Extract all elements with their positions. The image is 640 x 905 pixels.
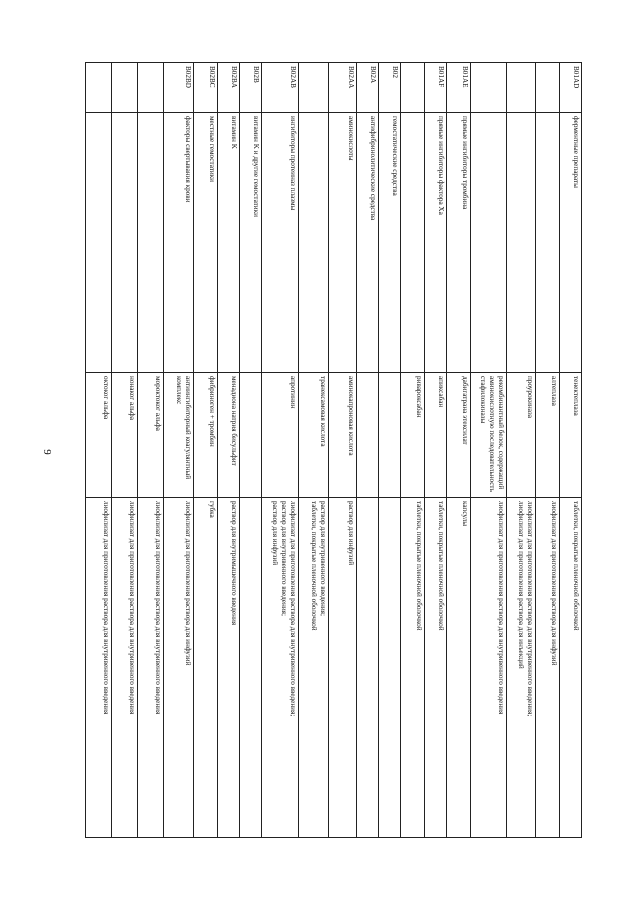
group-name-cell xyxy=(299,113,329,373)
group-name-cell: местные гемостатики xyxy=(194,113,218,373)
atc-code-cell xyxy=(86,63,112,113)
drug-name-cell: рекомбинантный белок, содержащий аминокислотную последовательность стафилокиназы xyxy=(471,373,507,498)
dosage-form-line: таблетки, покрытые пленочной оболочкой xyxy=(310,501,318,631)
group-name-cell xyxy=(507,113,536,373)
dosage-form-line: таблетки, покрытые пленочной оболочкой xyxy=(572,501,580,631)
table-row xyxy=(262,63,299,838)
atc-code-cell: B01AD xyxy=(560,63,582,113)
table-row xyxy=(507,63,536,838)
dosage-form-line: капсулы xyxy=(461,501,469,527)
dosage-form-line: лиофилизат для приготовления раствора для внутривенного введения; xyxy=(289,501,297,717)
table-row xyxy=(138,63,164,838)
table-row xyxy=(379,63,401,838)
atc-code-cell: B02BD xyxy=(164,63,194,113)
group-name-cell xyxy=(401,113,425,373)
drug-table xyxy=(85,62,582,838)
drug-name-cell xyxy=(379,373,401,498)
drug-name-cell: дабигатрана этексилат xyxy=(447,373,471,498)
dosage-forms-cell xyxy=(262,498,299,838)
dosage-forms-cell xyxy=(194,498,218,838)
table-row xyxy=(329,63,357,838)
drug-name-cell: транексамовая кислота xyxy=(299,373,329,498)
table-row xyxy=(471,63,507,838)
group-name-cell: антифибринолитические средства xyxy=(357,113,379,373)
atc-code-cell: B02 xyxy=(379,63,401,113)
group-name-cell: прямые ингибиторы тромбина xyxy=(447,113,471,373)
dosage-forms-cell xyxy=(86,498,112,838)
dosage-forms-cell xyxy=(329,498,357,838)
group-name-cell xyxy=(536,113,560,373)
table-row xyxy=(164,63,194,838)
atc-code-cell xyxy=(112,63,138,113)
group-name-cell xyxy=(86,113,112,373)
dosage-forms-cell xyxy=(379,498,401,838)
drug-name-cell: тенектеплаза xyxy=(560,373,582,498)
drug-name-cell: нонаког альфа xyxy=(112,373,138,498)
dosage-form-line: лиофилизат для приготовления раствора для внутривенного введения xyxy=(128,501,136,715)
dosage-form-line: раствор для внутримышечного введения xyxy=(230,501,238,626)
drug-name-cell: проурокиназа xyxy=(507,373,536,498)
dosage-forms-cell xyxy=(471,498,507,838)
page-number: 9 xyxy=(40,449,53,455)
table-row xyxy=(194,63,218,838)
drug-name-cell: антиингибиторный коагулянтный комплекс xyxy=(164,373,194,498)
dosage-forms-cell xyxy=(164,498,194,838)
dosage-form-line: губка xyxy=(208,501,216,518)
atc-code-cell: B01AF xyxy=(425,63,447,113)
atc-code-cell xyxy=(507,63,536,113)
group-name-cell: ферментные препараты xyxy=(560,113,582,373)
dosage-forms-cell xyxy=(401,498,425,838)
dosage-form-line: таблетки, покрытые пленочной оболочкой xyxy=(437,501,445,631)
dosage-form-line: лиофилизат для приготовления раствора для инъекций xyxy=(517,501,525,669)
table-row xyxy=(425,63,447,838)
drug-name-cell xyxy=(357,373,379,498)
atc-code-cell xyxy=(299,63,329,113)
dosage-form-line: лиофилизат для приготовления раствора для внутривенного введения; xyxy=(526,501,534,717)
dosage-forms-cell xyxy=(240,498,262,838)
atc-code-cell: B01AE xyxy=(447,63,471,113)
dosage-form-line: лиофилизат для приготовления раствора для внутривенного введения xyxy=(102,501,110,715)
drug-name-cell: мороктоког альфа xyxy=(138,373,164,498)
table-row xyxy=(86,63,112,838)
dosage-form-line: раствор для инфузий xyxy=(271,501,279,566)
dosage-forms-cell xyxy=(560,498,582,838)
table-row xyxy=(240,63,262,838)
atc-code-cell: B02AB xyxy=(262,63,299,113)
table-row xyxy=(447,63,471,838)
group-name-cell xyxy=(112,113,138,373)
atc-code-cell: B02BC xyxy=(194,63,218,113)
group-name-cell: прямые ингибиторы фактора Xa xyxy=(425,113,447,373)
dosage-forms-cell xyxy=(112,498,138,838)
dosage-form-line: лиофилизат для приготовления раствора для внутривенного введения xyxy=(497,501,505,715)
dosage-form-line: лиофилизат для приготовления раствора для инфузий xyxy=(184,501,192,666)
dosage-forms-cell xyxy=(138,498,164,838)
drug-name-cell: аминокапроновая кислота xyxy=(329,373,357,498)
group-name-cell: витамин K xyxy=(218,113,240,373)
drug-name-cell: ривароксабан xyxy=(401,373,425,498)
atc-code-cell: B02BA xyxy=(218,63,240,113)
dosage-form-line: лиофилизат для приготовления раствора для инфузий xyxy=(550,501,558,666)
drug-name-cell: апиксабан xyxy=(425,373,447,498)
drug-name-cell: алтеплаза xyxy=(536,373,560,498)
group-name-cell: аминокислоты xyxy=(329,113,357,373)
atc-code-cell xyxy=(138,63,164,113)
atc-code-cell: B02B xyxy=(240,63,262,113)
table-row xyxy=(299,63,329,838)
drug-name-cell xyxy=(240,373,262,498)
dosage-forms-cell xyxy=(299,498,329,838)
atc-code-cell xyxy=(471,63,507,113)
group-name-cell xyxy=(138,113,164,373)
drug-name-cell: апротинин xyxy=(262,373,299,498)
dosage-form-line: лиофилизат для приготовления раствора для внутривенного введения xyxy=(154,501,162,715)
atc-code-cell: B02A xyxy=(357,63,379,113)
table-row xyxy=(401,63,425,838)
atc-code-cell xyxy=(401,63,425,113)
dosage-forms-cell xyxy=(536,498,560,838)
atc-code-cell: B02AA xyxy=(329,63,357,113)
dosage-form-line: раствор для инфузий xyxy=(347,501,355,566)
dosage-form-line: таблетки, покрытые пленочной оболочкой xyxy=(415,501,423,631)
dosage-forms-cell xyxy=(218,498,240,838)
dosage-forms-cell xyxy=(447,498,471,838)
drug-name-cell: фибриноген + тромбин xyxy=(194,373,218,498)
dosage-form-line: раствор для внутривенного введения; xyxy=(319,501,327,616)
drug-name-cell: октоког альфа xyxy=(86,373,112,498)
table-row xyxy=(112,63,138,838)
table-row xyxy=(357,63,379,838)
dosage-forms-cell xyxy=(507,498,536,838)
table-row xyxy=(536,63,560,838)
table-row xyxy=(218,63,240,838)
group-name-cell: витамин K и другие гемостатики xyxy=(240,113,262,373)
dosage-form-line: раствор для внутривенного введения; xyxy=(280,501,288,616)
group-name-cell xyxy=(471,113,507,373)
dosage-forms-cell xyxy=(357,498,379,838)
table-row xyxy=(560,63,582,838)
dosage-forms-cell xyxy=(425,498,447,838)
drug-name-cell: менадиона натрия бисульфит xyxy=(218,373,240,498)
atc-code-cell xyxy=(536,63,560,113)
rotated-table-container xyxy=(72,62,582,837)
group-name-cell: гемостатические средства xyxy=(379,113,401,373)
group-name-cell: ингибиторы протеиназ плазмы xyxy=(262,113,299,373)
group-name-cell: факторы свертывания крови xyxy=(164,113,194,373)
